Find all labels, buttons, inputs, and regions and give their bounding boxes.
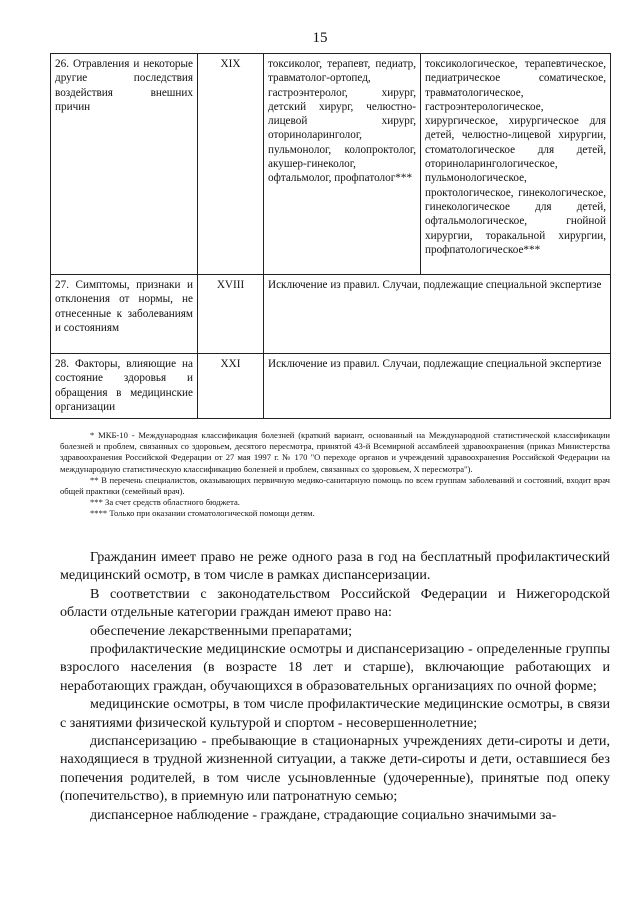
footnote: * МКБ-10 - Международная классификация болезней (краткий вариант, основанный на Международной статистической классификации болезней и проблем, связанных со здоровьем, десятого пересмотра, принятой 43-й Всемирной ассамблеей здравоохранения (приказ Министерства здравоохранения Российской Федерации от 27 мая 1997 г. № 170 "О переходе органов и учреждений здравоохранения Российской Федерации на международную статистическую классификацию болезней и проблем, связанных со здоровьем, X пересмотра").	[60, 430, 610, 474]
table-row	[51, 275, 611, 354]
table-row	[51, 354, 611, 419]
body-text	[60, 548, 610, 824]
paragraph: профилактические медицинские осмотры и диспансеризацию - определенные группы взрослого населения (в возрасте 18 лет и старше), включающие работающих и неработающих граждан, обучающихся в образовательных организациях по очной форме;	[60, 641, 610, 694]
table-row	[51, 54, 611, 275]
footnote: ** В перечень специалистов, оказывающих первичную медико-санитарную помощь по всем группам заболеваний и состояний, входит врач общей практики (семейный врач).	[60, 474, 610, 497]
disease-class-name: 26. Отравления и некоторые другие последствия воздействия внешних причин	[51, 54, 198, 275]
paragraph: Гражданин имеет право не реже одного раза в год на бесплатный профилактический медицинский осмотр, в том числе в рамках диспансеризации.	[60, 549, 610, 584]
paragraph: диспансеризацию - пребывающие в стационарных учреждениях дети-сироты и дети, находящиеся в трудной жизненной ситуации, а также дети-сироты и дети, оставшиеся без попечения родителей, в том числе усыновленные (удочеренные), принятые под опеку (попечительство), в приемную или патронатную семью;	[60, 733, 610, 805]
footnote: *** За счет средств областного бюджета.	[90, 497, 240, 508]
icd-class: XVIII	[198, 275, 264, 354]
exception-cell: Исключение из правил. Случаи, подлежащие специальной экспертизе	[264, 354, 611, 419]
disease-class-name: 27. Симптомы, признаки и отклонения от нормы, не отнесенные к заболеваниям и состояниям	[51, 275, 198, 354]
disease-specialist-table	[50, 53, 611, 419]
paragraph: диспансерное наблюдение - граждане, страдающие социально значимыми за-	[90, 806, 557, 823]
paragraph: медицинские осмотры, в том числе профилактические медицинские осмотры, в связи с занятиями физической культурой и спортом - несовершеннолетние;	[60, 696, 610, 731]
care-profiles-cell: токсикологическое, терапевтическое, педиатрическое соматическое, травматологическое, гастроэнтерологическое, хирургическое, хирургическое для детей, челюстно-лицевой хирургии, стоматологическое для детей, оториноларингологическое, пульмонологическое, проктологическое, гинекологическое, гинекологическое для детей, офтальмологическое, гнойной хирургии, торакальной хирургии, профпатологическое***	[421, 54, 611, 275]
icd-class: XXI	[198, 354, 264, 419]
disease-class-name: 28. Факторы, влияющие на состояние здоровья и обращения в медицинские организации	[51, 354, 198, 419]
footnotes	[60, 430, 610, 520]
exception-cell: Исключение из правил. Случаи, подлежащие специальной экспертизе	[264, 275, 611, 354]
page-number: 15	[312, 30, 328, 46]
paragraph: обеспечение лекарственными препаратами;	[90, 622, 353, 639]
specialists-cell: токсиколог, терапевт, педиатр, травматолог-ортопед, гастроэнтеролог, хирург, детский хирург, челюстно-лицевой хирург, оториноларинголог, пульмонолог, колопроктолог, акушер-гинеколог, офтальмолог, профпатолог***	[264, 54, 421, 275]
footnote: **** Только при оказании стоматологической помощи детям.	[90, 508, 315, 519]
paragraph: В соответствии с законодательством Российской Федерации и Нижегородской области отдельные категории граждан имеют право на:	[60, 585, 610, 621]
icd-class: XIX	[198, 54, 264, 275]
